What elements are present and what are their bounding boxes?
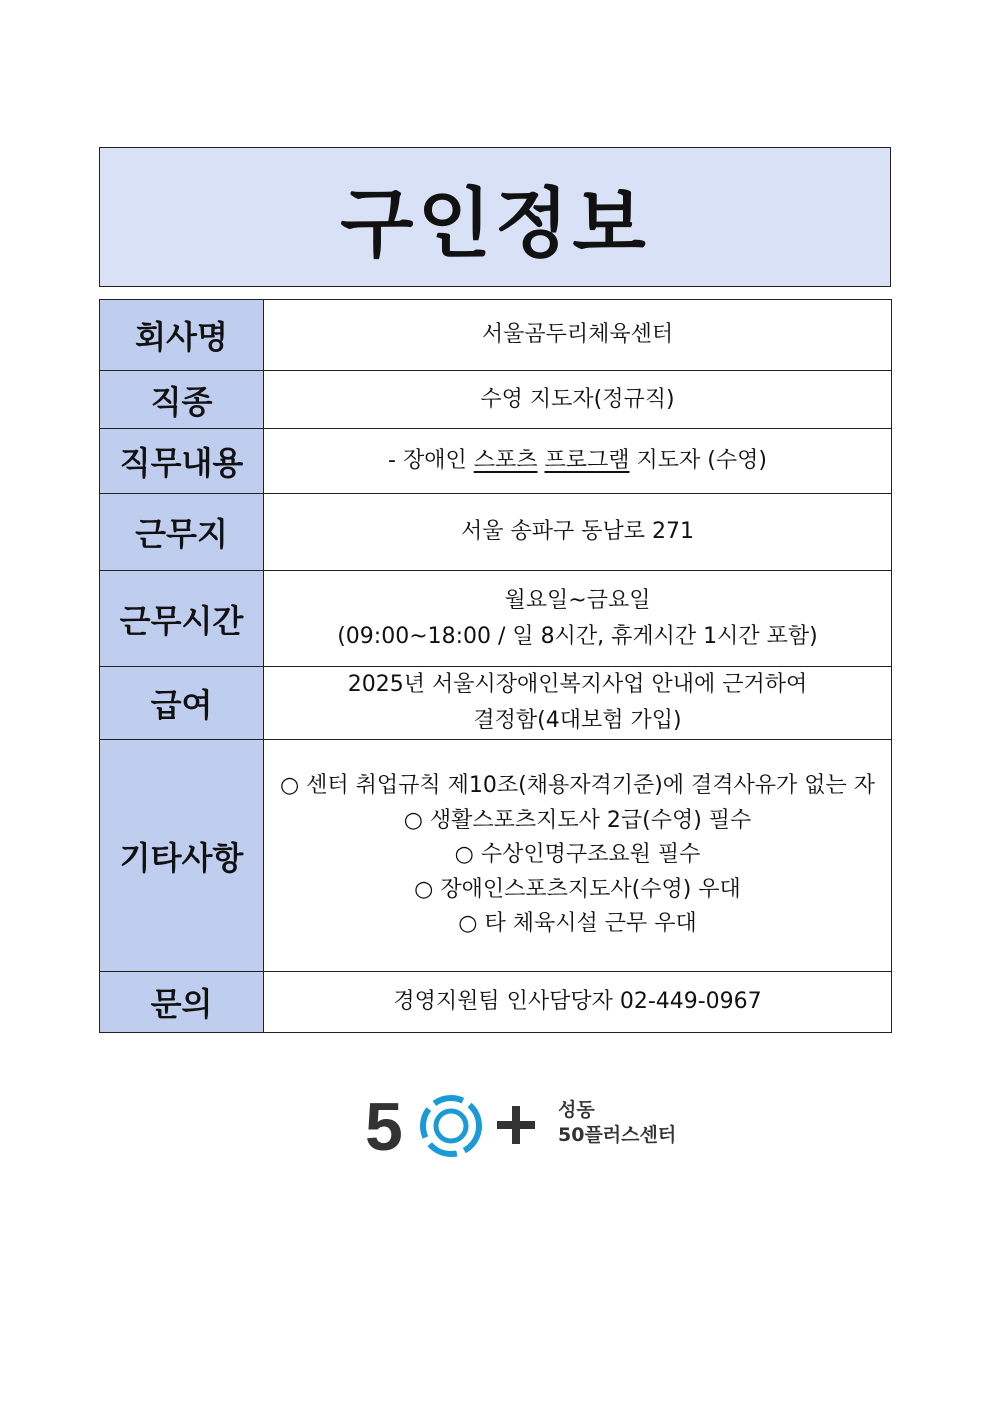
row-job-type xyxy=(100,371,892,429)
label-contact: 문의 xyxy=(100,972,264,1033)
duties-suffix: 지도자 (수영) xyxy=(629,448,767,473)
logo-text xyxy=(558,1098,676,1148)
value-duties xyxy=(264,429,892,494)
row-etc xyxy=(100,740,892,972)
label-workplace: 근무지 xyxy=(100,494,264,571)
job-info-table xyxy=(99,299,892,1033)
logo-text-line-1: 성동 xyxy=(558,1099,595,1121)
value-job-type: 수영 지도자(정규직) xyxy=(264,371,892,429)
value-contact: 경영지원팀 인사담당자 02-449-0967 xyxy=(264,972,892,1033)
label-hours: 근무시간 xyxy=(100,571,264,667)
row-company xyxy=(100,300,892,371)
duties-underlined-sports: 스포츠 xyxy=(473,448,538,473)
row-duties xyxy=(100,429,892,494)
hours-days: 월요일~금요일 xyxy=(504,587,651,613)
salary-line-2: 결정함(4대보험 가입) xyxy=(473,708,682,733)
duties-space xyxy=(538,448,545,473)
etc-item: ○ 타 체육시설 근무 우대 xyxy=(458,911,697,937)
duties-underlined-program: 프로그램 xyxy=(544,448,630,473)
row-contact xyxy=(100,972,892,1033)
label-company: 회사명 xyxy=(100,300,264,371)
value-salary xyxy=(264,667,892,740)
logo-plus-vertical xyxy=(512,1106,520,1144)
row-workplace xyxy=(100,494,892,571)
value-hours xyxy=(264,571,892,667)
etc-item: ○ 장애인스포츠지도사(수영) 우대 xyxy=(414,876,741,902)
hours-time: (09:00~18:00 / 일 8시간, 휴게시간 1시간 포함) xyxy=(337,623,818,649)
label-duties: 직무내용 xyxy=(100,429,264,494)
duties-prefix: - 장애인 xyxy=(388,448,474,473)
logo-ring-icon xyxy=(423,1098,479,1154)
logo-five-glyph: 5 xyxy=(365,1090,403,1160)
logo-text-line-2: 50플러스센터 xyxy=(558,1124,677,1146)
logo-inner-ring-icon xyxy=(436,1111,466,1141)
value-etc xyxy=(264,740,892,972)
label-etc: 기타사항 xyxy=(100,740,264,972)
title-banner xyxy=(99,147,891,287)
etc-item: ○ 생활스포츠지도사 2급(수영) 필수 xyxy=(403,807,752,833)
row-salary xyxy=(100,667,892,740)
value-company: 서울곰두리체육센터 xyxy=(264,300,892,371)
label-salary: 급여 xyxy=(100,667,264,740)
salary-line-1: 2025년 서울시장애인복지사업 안내에 근거하여 xyxy=(347,672,808,697)
label-job-type: 직종 xyxy=(100,371,264,429)
etc-item: ○ 센터 취업규칙 제10조(채용자격기준)에 결격사유가 없는 자 xyxy=(279,773,876,799)
value-workplace: 서울 송파구 동남로 271 xyxy=(264,494,892,571)
row-hours xyxy=(100,571,892,667)
etc-item: ○ 수상인명구조요원 필수 xyxy=(454,842,701,868)
page-title: 구인정보 xyxy=(340,178,650,268)
